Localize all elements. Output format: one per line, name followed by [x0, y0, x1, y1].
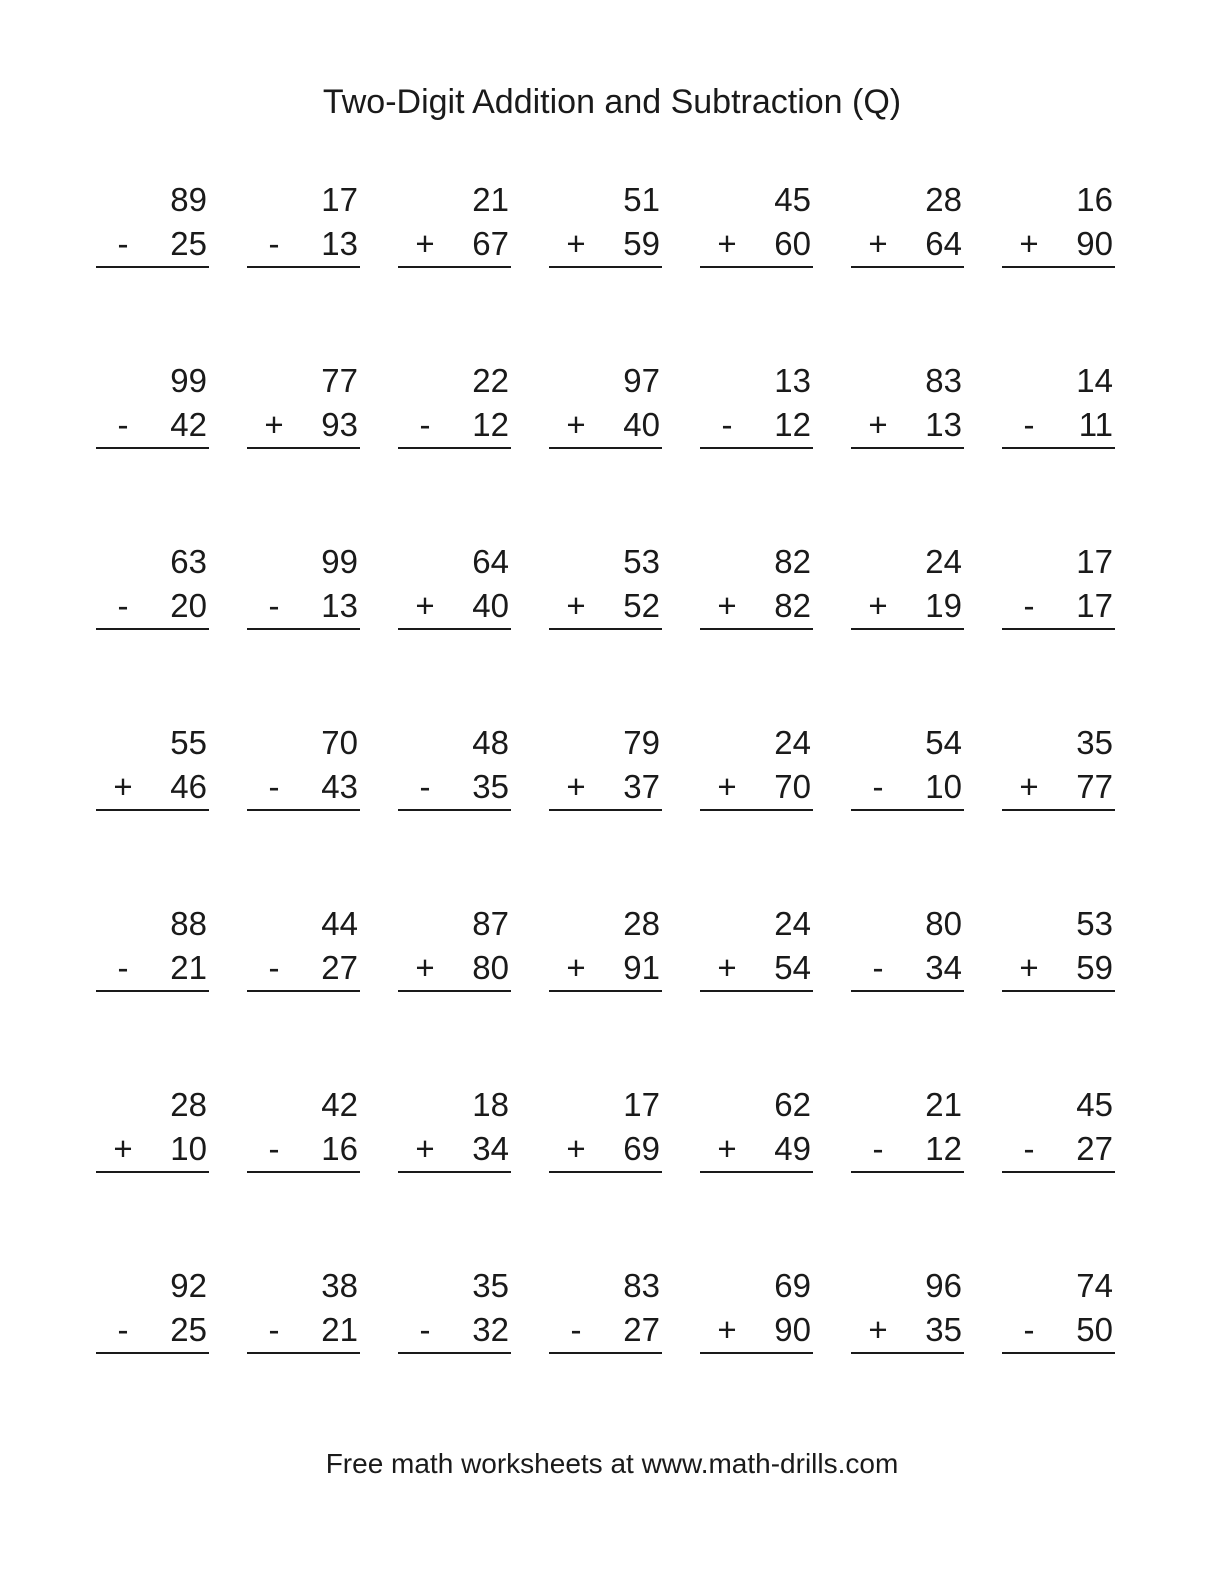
- problem: [549, 1264, 662, 1445]
- problem-operator: +: [1019, 768, 1039, 805]
- problem: [1002, 540, 1115, 721]
- problem-operator: +: [1019, 225, 1039, 262]
- problem-operator: +: [717, 1311, 737, 1348]
- problem-operator: -: [268, 225, 280, 262]
- problem-top-number: 17: [321, 181, 358, 218]
- problem-bottom-line: [549, 1308, 662, 1354]
- problem-top-number: 42: [321, 1086, 358, 1123]
- problem-row: [96, 721, 1112, 902]
- problem: [851, 1083, 964, 1264]
- problem-top-number: 48: [472, 724, 509, 761]
- problem-operator: -: [268, 1311, 280, 1348]
- problem-bottom-line: [398, 946, 511, 992]
- problem-bottom-number: 19: [925, 587, 962, 624]
- problem-bottom-line: [398, 403, 511, 449]
- problem-bottom-number: 43: [321, 768, 358, 805]
- problem: [700, 359, 813, 540]
- problem-bottom-line: [1002, 765, 1115, 811]
- problem-top-number: 35: [472, 1267, 509, 1304]
- problem-top-number: 63: [170, 543, 207, 580]
- problem-bottom-number: 21: [170, 949, 207, 986]
- problem: [247, 1083, 360, 1264]
- problem: [851, 178, 964, 359]
- problem-operator: +: [566, 949, 586, 986]
- problem-top-number: 28: [623, 905, 660, 942]
- problem: [1002, 359, 1115, 540]
- problem: [96, 178, 209, 359]
- problem-operator: +: [717, 768, 737, 805]
- problem-operator: +: [868, 587, 888, 624]
- problem-bottom-line: [247, 222, 360, 268]
- problem-bottom-number: 10: [170, 1130, 207, 1167]
- problem-top-number: 35: [1076, 724, 1113, 761]
- problem: [549, 721, 662, 902]
- problem-bottom-number: 54: [774, 949, 811, 986]
- problem-row: [96, 1083, 1112, 1264]
- problem-bottom-line: [700, 403, 813, 449]
- page-title: Two-Digit Addition and Subtraction (Q): [322, 83, 902, 121]
- problem-bottom-line: [1002, 1127, 1115, 1173]
- problem: [700, 1083, 813, 1264]
- problem: [1002, 1264, 1115, 1445]
- problem: [851, 1264, 964, 1445]
- problem-row: [96, 1264, 1112, 1445]
- problem-bottom-line: [247, 946, 360, 992]
- problem-bottom-line: [549, 403, 662, 449]
- problem-operator: +: [717, 949, 737, 986]
- problem-bottom-line: [247, 1308, 360, 1354]
- problem-bottom-number: 46: [170, 768, 207, 805]
- problem-bottom-line: [96, 584, 209, 630]
- problem-bottom-line: [398, 584, 511, 630]
- problem-operator: -: [1023, 406, 1035, 443]
- problem: [96, 902, 209, 1083]
- problem-operator: +: [868, 225, 888, 262]
- problem-operator: -: [117, 949, 129, 986]
- problem-bottom-number: 69: [623, 1130, 660, 1167]
- problem-bottom-line: [549, 765, 662, 811]
- problem-operator: -: [117, 1311, 129, 1348]
- problem-bottom-number: 90: [1076, 225, 1113, 262]
- problem-top-number: 83: [925, 362, 962, 399]
- problem-top-number: 55: [170, 724, 207, 761]
- problem-bottom-line: [851, 584, 964, 630]
- problem-operator: -: [419, 406, 431, 443]
- problem-operator: -: [419, 1311, 431, 1348]
- problem-bottom-line: [96, 946, 209, 992]
- problem-top-number: 13: [774, 362, 811, 399]
- problem-bottom-number: 21: [321, 1311, 358, 1348]
- problem-operator: -: [268, 949, 280, 986]
- problem-top-number: 74: [1076, 1267, 1113, 1304]
- problem-operator: -: [268, 768, 280, 805]
- problem-bottom-number: 13: [925, 406, 962, 443]
- problem-operator: -: [872, 768, 884, 805]
- problem-top-number: 51: [623, 181, 660, 218]
- problem: [96, 1264, 209, 1445]
- problem-operator: +: [415, 949, 435, 986]
- problem-bottom-line: [851, 946, 964, 992]
- problem-operator: -: [268, 587, 280, 624]
- problem-top-number: 44: [321, 905, 358, 942]
- problem-bottom-number: 50: [1076, 1311, 1113, 1348]
- problem-bottom-line: [700, 222, 813, 268]
- problem-operator: +: [717, 1130, 737, 1167]
- problem-operator: +: [566, 587, 586, 624]
- problem-bottom-number: 70: [774, 768, 811, 805]
- problem-operator: -: [419, 768, 431, 805]
- problem-top-number: 18: [472, 1086, 509, 1123]
- problem-row: [96, 902, 1112, 1083]
- problem-bottom-number: 67: [472, 225, 509, 262]
- problem-operator: +: [415, 1130, 435, 1167]
- problem-operator: -: [1023, 1311, 1035, 1348]
- problem-bottom-number: 10: [925, 768, 962, 805]
- problem-bottom-number: 17: [1076, 587, 1113, 624]
- problem-bottom-line: [398, 1308, 511, 1354]
- problem-bottom-line: [851, 1308, 964, 1354]
- problem-operator: +: [566, 225, 586, 262]
- problem-top-number: 54: [925, 724, 962, 761]
- problem-top-number: 96: [925, 1267, 962, 1304]
- problem-bottom-number: 80: [472, 949, 509, 986]
- problem: [549, 540, 662, 721]
- problem-operator: -: [117, 225, 129, 262]
- problem-top-number: 82: [774, 543, 811, 580]
- problem-operator: -: [268, 1130, 280, 1167]
- problem: [96, 359, 209, 540]
- problem-top-number: 88: [170, 905, 207, 942]
- problem-bottom-line: [96, 222, 209, 268]
- problem-top-number: 17: [1076, 543, 1113, 580]
- problem-bottom-line: [96, 1308, 209, 1354]
- problem: [247, 721, 360, 902]
- problem-bottom-number: 13: [321, 225, 358, 262]
- problem-bottom-line: [1002, 584, 1115, 630]
- problem-bottom-line: [549, 1127, 662, 1173]
- problem: [851, 902, 964, 1083]
- problem-bottom-number: 32: [472, 1311, 509, 1348]
- problem: [851, 359, 964, 540]
- problem-bottom-line: [549, 946, 662, 992]
- problem-top-number: 24: [774, 724, 811, 761]
- problem-bottom-number: 27: [623, 1311, 660, 1348]
- problem-bottom-line: [398, 765, 511, 811]
- problem-top-number: 28: [170, 1086, 207, 1123]
- problem-bottom-number: 59: [1076, 949, 1113, 986]
- problem-bottom-number: 25: [170, 225, 207, 262]
- problem-bottom-line: [700, 1308, 813, 1354]
- problem-bottom-line: [549, 222, 662, 268]
- problem-bottom-number: 12: [774, 406, 811, 443]
- problem-top-number: 38: [321, 1267, 358, 1304]
- problem: [398, 359, 511, 540]
- problem: [700, 178, 813, 359]
- problem: [700, 540, 813, 721]
- problem: [398, 540, 511, 721]
- problem-bottom-number: 11: [1078, 406, 1113, 443]
- problem-bottom-line: [1002, 222, 1115, 268]
- problem-top-number: 79: [623, 724, 660, 761]
- problem-bottom-line: [1002, 1308, 1115, 1354]
- problem-row: [96, 178, 1112, 359]
- problem-top-number: 24: [925, 543, 962, 580]
- problem-top-number: 24: [774, 905, 811, 942]
- problem-operator: +: [717, 587, 737, 624]
- problem-operator: +: [1019, 949, 1039, 986]
- problem-bottom-number: 59: [623, 225, 660, 262]
- problem: [96, 721, 209, 902]
- problem-bottom-number: 27: [321, 949, 358, 986]
- problem: [96, 540, 209, 721]
- problem-operator: +: [113, 768, 133, 805]
- problem-operator: -: [1023, 1130, 1035, 1167]
- problem-operator: -: [117, 406, 129, 443]
- problem-top-number: 77: [321, 362, 358, 399]
- problem-top-number: 89: [170, 181, 207, 218]
- problem-bottom-number: 52: [623, 587, 660, 624]
- problem: [851, 540, 964, 721]
- problem-bottom-number: 25: [170, 1311, 207, 1348]
- problem-row: [96, 540, 1112, 721]
- problem-bottom-line: [96, 765, 209, 811]
- problem-bottom-line: [247, 403, 360, 449]
- problem-top-number: 17: [623, 1086, 660, 1123]
- problem-top-number: 83: [623, 1267, 660, 1304]
- problem-bottom-line: [247, 584, 360, 630]
- problem-bottom-number: 35: [472, 768, 509, 805]
- problem: [96, 1083, 209, 1264]
- problem-top-number: 53: [623, 543, 660, 580]
- problem: [549, 359, 662, 540]
- problem: [398, 1264, 511, 1445]
- problem-bottom-number: 20: [170, 587, 207, 624]
- problem-bottom-number: 34: [472, 1130, 509, 1167]
- problem-operator: -: [570, 1311, 582, 1348]
- problem-top-number: 99: [170, 362, 207, 399]
- problem: [247, 540, 360, 721]
- problem-top-number: 80: [925, 905, 962, 942]
- problem-bottom-number: 35: [925, 1311, 962, 1348]
- problem-top-number: 69: [774, 1267, 811, 1304]
- problem: [700, 902, 813, 1083]
- problem-operator: -: [872, 949, 884, 986]
- problem-operator: +: [566, 768, 586, 805]
- problem-operator: -: [721, 406, 733, 443]
- problem-top-number: 87: [472, 905, 509, 942]
- problem-operator: -: [117, 587, 129, 624]
- problem-top-number: 28: [925, 181, 962, 218]
- footer-text: Free math worksheets at www.math-drills.com: [325, 1448, 899, 1479]
- problem-top-number: 16: [1076, 181, 1113, 218]
- problem: [1002, 178, 1115, 359]
- problem-bottom-line: [700, 1127, 813, 1173]
- problem-operator: +: [415, 225, 435, 262]
- problem: [398, 902, 511, 1083]
- problem-grid: [96, 178, 1112, 1445]
- problem: [247, 902, 360, 1083]
- problem: [851, 721, 964, 902]
- problem-operator: +: [264, 406, 284, 443]
- problem-top-number: 62: [774, 1086, 811, 1123]
- problem-bottom-number: 42: [170, 406, 207, 443]
- problem-top-number: 14: [1076, 362, 1113, 399]
- problem-bottom-line: [851, 403, 964, 449]
- problem-bottom-number: 93: [321, 406, 358, 443]
- problem-bottom-number: 49: [774, 1130, 811, 1167]
- problem-bottom-line: [851, 765, 964, 811]
- problem-bottom-line: [398, 222, 511, 268]
- problem-bottom-line: [1002, 946, 1115, 992]
- problem: [549, 902, 662, 1083]
- problem: [1002, 721, 1115, 902]
- problem-bottom-number: 27: [1076, 1130, 1113, 1167]
- problem-top-number: 45: [774, 181, 811, 218]
- problem-bottom-number: 34: [925, 949, 962, 986]
- problem: [247, 1264, 360, 1445]
- problem-bottom-line: [96, 1127, 209, 1173]
- problem: [1002, 902, 1115, 1083]
- problem-operator: +: [717, 225, 737, 262]
- problem-bottom-number: 60: [774, 225, 811, 262]
- problem-bottom-number: 16: [321, 1130, 358, 1167]
- problem-bottom-line: [549, 584, 662, 630]
- problem-bottom-line: [398, 1127, 511, 1173]
- problem-bottom-number: 13: [321, 587, 358, 624]
- problem-top-number: 45: [1076, 1086, 1113, 1123]
- problem: [398, 721, 511, 902]
- problem-bottom-number: 82: [774, 587, 811, 624]
- problem-top-number: 70: [321, 724, 358, 761]
- problem: [700, 721, 813, 902]
- problem-bottom-number: 12: [472, 406, 509, 443]
- problem-operator: +: [566, 406, 586, 443]
- problem-bottom-line: [96, 403, 209, 449]
- problem-top-number: 99: [321, 543, 358, 580]
- problem-top-number: 22: [472, 362, 509, 399]
- problem-bottom-number: 77: [1076, 768, 1113, 805]
- problem-operator: +: [868, 1311, 888, 1348]
- problem-operator: +: [868, 406, 888, 443]
- problem: [247, 359, 360, 540]
- problem-bottom-line: [700, 584, 813, 630]
- problem-top-number: 21: [925, 1086, 962, 1123]
- problem: [549, 178, 662, 359]
- problem-row: [96, 359, 1112, 540]
- problem-bottom-number: 90: [774, 1311, 811, 1348]
- problem-operator: -: [872, 1130, 884, 1167]
- problem-bottom-line: [247, 1127, 360, 1173]
- problem-bottom-line: [851, 1127, 964, 1173]
- problem-operator: +: [113, 1130, 133, 1167]
- problem-operator: +: [566, 1130, 586, 1167]
- problem-top-number: 53: [1076, 905, 1113, 942]
- problem-bottom-line: [700, 765, 813, 811]
- problem-operator: -: [1023, 587, 1035, 624]
- problem: [1002, 1083, 1115, 1264]
- problem-bottom-number: 91: [623, 949, 660, 986]
- problem-bottom-number: 64: [925, 225, 962, 262]
- problem-bottom-number: 12: [925, 1130, 962, 1167]
- problem: [247, 178, 360, 359]
- problem-top-number: 97: [623, 362, 660, 399]
- problem: [549, 1083, 662, 1264]
- problem-bottom-line: [851, 222, 964, 268]
- problem-top-number: 64: [472, 543, 509, 580]
- problem-bottom-line: [1002, 403, 1115, 449]
- problem-bottom-number: 40: [472, 587, 509, 624]
- problem: [398, 1083, 511, 1264]
- problem-bottom-line: [247, 765, 360, 811]
- problem-operator: +: [415, 587, 435, 624]
- problem-bottom-line: [700, 946, 813, 992]
- problem-top-number: 92: [170, 1267, 207, 1304]
- problem: [700, 1264, 813, 1445]
- problem: [398, 178, 511, 359]
- problem-bottom-number: 37: [623, 768, 660, 805]
- problem-top-number: 21: [472, 181, 509, 218]
- problem-bottom-number: 40: [623, 406, 660, 443]
